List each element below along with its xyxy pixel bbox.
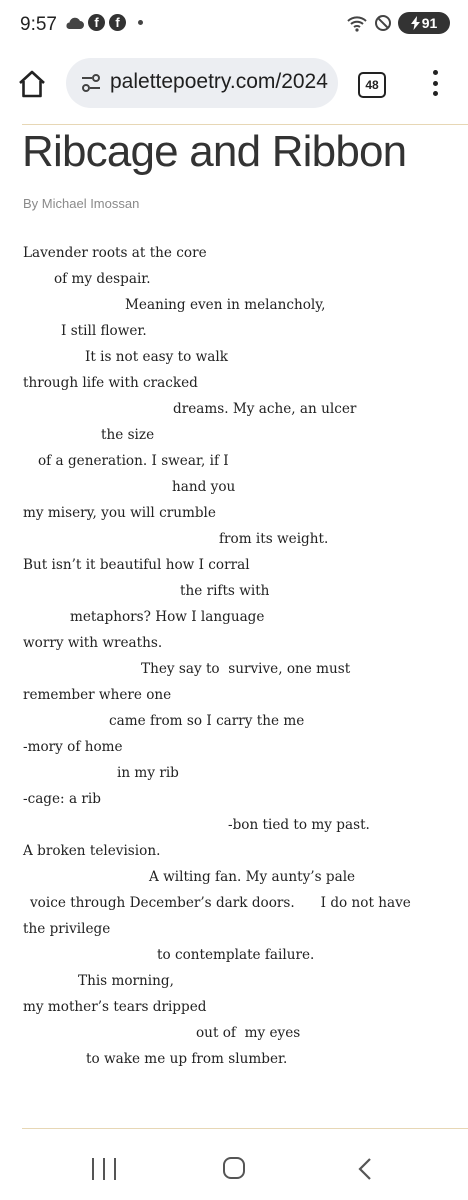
- url-text[interactable]: palettepoetry.com/2024: [110, 70, 328, 93]
- poem-line: my mother’s tears dripped: [23, 999, 207, 1015]
- recent-apps-icon[interactable]: [92, 1158, 116, 1180]
- battery-level: 91: [421, 15, 438, 31]
- battery-indicator: [398, 12, 450, 34]
- do-not-disturb-icon: [374, 14, 392, 32]
- poem-line: to contemplate failure.: [157, 947, 315, 963]
- back-icon[interactable]: [356, 1157, 376, 1181]
- system-nav-bar: [0, 1140, 468, 1200]
- header-divider: [22, 124, 468, 125]
- poem-line: Meaning even in melancholy,: [125, 297, 326, 313]
- wifi-icon: [346, 14, 368, 32]
- battery-charging-icon: [411, 16, 420, 30]
- poem-line: out of my eyes: [196, 1025, 301, 1041]
- browser-toolbar: [0, 56, 468, 112]
- notification-icons: [64, 14, 143, 31]
- poem-line: my misery, you will crumble: [23, 505, 216, 521]
- status-bar: [0, 0, 468, 56]
- article-byline: By Michael Imossan: [23, 196, 140, 211]
- poem-line: came from so I carry the me: [109, 713, 305, 729]
- poem-line: through life with cracked: [23, 375, 198, 391]
- footer-divider: [22, 1128, 468, 1129]
- poem-line: But isn’t it beautiful how I corral: [23, 557, 250, 573]
- home-button-icon[interactable]: [223, 1157, 245, 1179]
- poem-line: -cage: a rib: [23, 791, 101, 807]
- poem-line: to wake me up from slumber.: [86, 1051, 288, 1067]
- tab-switcher-icon[interactable]: [358, 72, 386, 98]
- poem-line: This morning,: [78, 973, 174, 989]
- poem-line: of a generation. I swear, if I: [38, 453, 229, 469]
- poem-line: remember where one: [23, 687, 172, 703]
- poem-line: Lavender roots at the core: [23, 245, 207, 261]
- poem-line: in my rib: [117, 765, 179, 781]
- cloud-icon: [64, 16, 84, 30]
- dot-icon: [138, 20, 143, 25]
- poem-line: the size: [101, 427, 155, 443]
- poem-line: from its weight.: [219, 531, 329, 547]
- poem-line: -mory of home: [23, 739, 123, 755]
- article-title: Ribcage and Ribbon: [22, 127, 407, 176]
- poem-line: A wilting fan. My aunty’s pale: [149, 869, 356, 885]
- poem-line: the privilege: [23, 921, 111, 937]
- poem-line: metaphors? How I language: [70, 609, 265, 625]
- address-bar[interactable]: [66, 58, 338, 108]
- poem-line: dreams. My ache, an ulcer: [173, 401, 357, 417]
- home-icon[interactable]: [16, 68, 48, 100]
- site-settings-icon[interactable]: [80, 73, 102, 93]
- tab-count: 48: [365, 78, 379, 92]
- poem-line: of my despair.: [54, 271, 151, 287]
- poem-line: I still flower.: [61, 323, 147, 339]
- poem-line: the rifts with: [180, 583, 270, 599]
- more-menu-icon[interactable]: [430, 68, 440, 98]
- poem-line: worry with wreaths.: [23, 635, 163, 651]
- poem-line: voice through December’s dark doors. I do not have: [30, 895, 411, 911]
- facebook-icon: f: [109, 14, 126, 31]
- facebook-icon: f: [88, 14, 105, 31]
- poem-line: hand you: [172, 479, 236, 495]
- poem-line: A broken television.: [23, 843, 161, 859]
- system-icons: [346, 12, 450, 34]
- poem-line: It is not easy to walk: [85, 349, 228, 365]
- poem-line: They say to survive, one must: [141, 661, 351, 677]
- status-time: 9:57: [20, 14, 57, 35]
- poem-line: -bon tied to my past.: [228, 817, 370, 833]
